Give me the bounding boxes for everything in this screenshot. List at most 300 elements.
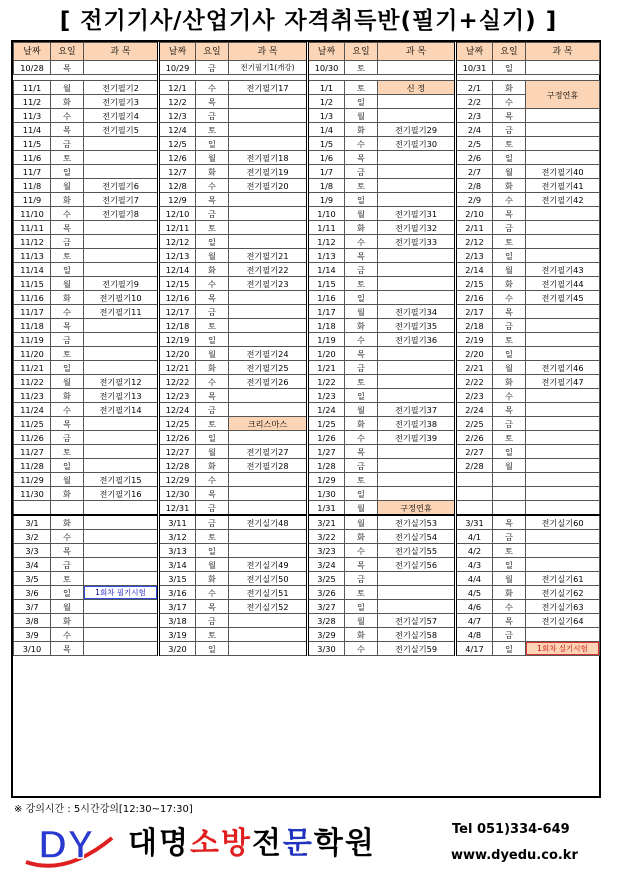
day-cell: 토 bbox=[345, 586, 378, 600]
subject-cell bbox=[378, 61, 456, 75]
subject-cell: 전기필기18 bbox=[229, 151, 308, 165]
date-cell: 1/3 bbox=[308, 109, 345, 123]
phone-number: Tel 051)334-649 bbox=[452, 822, 570, 837]
day-cell: 토 bbox=[345, 81, 378, 95]
schedule-row bbox=[14, 347, 600, 361]
subject-cell bbox=[229, 221, 308, 235]
subject-cell: 전기실기50 bbox=[229, 572, 308, 586]
date-cell: 2/8 bbox=[456, 179, 493, 193]
subject-cell bbox=[229, 207, 308, 221]
day-cell: 금 bbox=[51, 431, 84, 445]
subject-cell bbox=[229, 403, 308, 417]
date-cell: 1/11 bbox=[308, 221, 345, 235]
lecture-time-note: ※ 강의시간 : 5시간강의[12:30~17:30] bbox=[14, 804, 193, 815]
schedule-row bbox=[14, 165, 600, 179]
date-cell bbox=[456, 473, 493, 487]
date-cell: 4/6 bbox=[456, 600, 493, 614]
subject-cell: 전기실기64 bbox=[526, 614, 600, 628]
header-day: 요일 bbox=[196, 43, 229, 61]
subject-cell bbox=[526, 445, 600, 459]
subject-cell: 전기필기45 bbox=[526, 291, 600, 305]
academy-name-part1: 대명 bbox=[128, 826, 190, 861]
subject-cell bbox=[84, 361, 159, 375]
header-subject: 과 목 bbox=[526, 43, 600, 61]
subject-cell: 전기필기13 bbox=[84, 389, 159, 403]
subject-cell bbox=[84, 544, 159, 558]
date-cell: 12/20 bbox=[159, 347, 196, 361]
date-cell: 2/4 bbox=[456, 123, 493, 137]
day-cell: 수 bbox=[51, 109, 84, 123]
date-cell: 3/8 bbox=[14, 614, 51, 628]
date-cell: 11/16 bbox=[14, 291, 51, 305]
day-cell: 화 bbox=[493, 586, 526, 600]
date-cell: 1/5 bbox=[308, 137, 345, 151]
schedule-row bbox=[14, 375, 600, 389]
day-cell: 일 bbox=[493, 61, 526, 75]
subject-cell: 전기필기43 bbox=[526, 263, 600, 277]
subject-cell: 전기필기44 bbox=[526, 277, 600, 291]
subject-cell: 전기필기31 bbox=[378, 207, 456, 221]
day-cell: 화 bbox=[345, 221, 378, 235]
subject-cell: 전기필기24 bbox=[229, 347, 308, 361]
schedule-row bbox=[14, 61, 600, 75]
schedule-row bbox=[14, 207, 600, 221]
subject-cell bbox=[229, 628, 308, 642]
subject-cell: 전기필기16 bbox=[84, 487, 159, 501]
day-cell: 월 bbox=[493, 165, 526, 179]
header-row bbox=[14, 43, 600, 61]
day-cell: 화 bbox=[345, 417, 378, 431]
academy-name-part2: 소방 bbox=[189, 826, 252, 861]
subject-cell: 전기필기29 bbox=[378, 123, 456, 137]
subject-cell bbox=[84, 151, 159, 165]
subject-cell bbox=[378, 600, 456, 614]
date-cell: 11/11 bbox=[14, 221, 51, 235]
day-cell: 화 bbox=[51, 389, 84, 403]
subject-cell: 전기실기51 bbox=[229, 586, 308, 600]
date-cell: 11/3 bbox=[14, 109, 51, 123]
date-cell: 12/28 bbox=[159, 459, 196, 473]
day-cell: 수 bbox=[196, 277, 229, 291]
schedule-row bbox=[14, 235, 600, 249]
subject-cell bbox=[526, 459, 600, 473]
date-cell: 10/29 bbox=[159, 61, 196, 75]
subject-cell: 전기필기26 bbox=[229, 375, 308, 389]
day-cell: 수 bbox=[345, 544, 378, 558]
subject-cell: 전기필기40 bbox=[526, 165, 600, 179]
day-cell: 수 bbox=[51, 403, 84, 417]
subject-cell bbox=[229, 319, 308, 333]
date-cell: 4/4 bbox=[456, 572, 493, 586]
schedule-row bbox=[14, 249, 600, 263]
date-cell: 2/2 bbox=[456, 95, 493, 109]
day-cell: 일 bbox=[196, 642, 229, 656]
academy-logo bbox=[16, 818, 120, 872]
day-cell: 금 bbox=[493, 628, 526, 642]
schedule-row bbox=[14, 123, 600, 137]
day-cell: 토 bbox=[196, 628, 229, 642]
subject-cell bbox=[526, 137, 600, 151]
date-cell: 4/2 bbox=[456, 544, 493, 558]
date-cell: 2/25 bbox=[456, 417, 493, 431]
day-cell: 수 bbox=[345, 333, 378, 347]
day-cell: 일 bbox=[51, 586, 84, 600]
date-cell: 2/27 bbox=[456, 445, 493, 459]
subject-cell: 전기실기49 bbox=[229, 558, 308, 572]
day-cell: 수 bbox=[493, 95, 526, 109]
day-cell: 금 bbox=[345, 165, 378, 179]
date-cell: 3/23 bbox=[308, 544, 345, 558]
date-cell: 2/15 bbox=[456, 277, 493, 291]
day-cell: 월 bbox=[493, 361, 526, 375]
day-cell: 월 bbox=[196, 558, 229, 572]
date-cell: 11/28 bbox=[14, 459, 51, 473]
schedule-row bbox=[14, 530, 600, 544]
date-cell: 3/5 bbox=[14, 572, 51, 586]
day-cell: 토 bbox=[51, 572, 84, 586]
date-cell: 3/28 bbox=[308, 614, 345, 628]
day-cell: 금 bbox=[196, 614, 229, 628]
date-cell: 2/11 bbox=[456, 221, 493, 235]
date-cell: 11/26 bbox=[14, 431, 51, 445]
subject-cell: 전기필기28 bbox=[229, 459, 308, 473]
day-cell: 일 bbox=[493, 347, 526, 361]
date-cell: 2/17 bbox=[456, 305, 493, 319]
date-cell: 3/29 bbox=[308, 628, 345, 642]
date-cell: 12/29 bbox=[159, 473, 196, 487]
date-cell: 4/1 bbox=[456, 530, 493, 544]
subject-cell bbox=[378, 95, 456, 109]
website-url: www.dyedu.co.kr bbox=[451, 848, 578, 863]
subject-cell bbox=[229, 235, 308, 249]
date-cell: 10/30 bbox=[308, 61, 345, 75]
schedule-row bbox=[14, 109, 600, 123]
day-cell: 토 bbox=[196, 530, 229, 544]
date-cell: 3/31 bbox=[456, 515, 493, 530]
date-cell: 1/18 bbox=[308, 319, 345, 333]
day-cell: 금 bbox=[345, 572, 378, 586]
day-cell: 토 bbox=[196, 221, 229, 235]
schedule-row bbox=[14, 81, 600, 95]
subject-cell: 전기필기22 bbox=[229, 263, 308, 277]
date-cell: 2/13 bbox=[456, 249, 493, 263]
day-cell: 목 bbox=[51, 123, 84, 137]
date-cell: 12/16 bbox=[159, 291, 196, 305]
day-cell: 목 bbox=[345, 249, 378, 263]
date-cell: 1/25 bbox=[308, 417, 345, 431]
day-cell: 목 bbox=[51, 642, 84, 656]
date-cell: 2/18 bbox=[456, 319, 493, 333]
date-cell: 2/14 bbox=[456, 263, 493, 277]
date-cell: 1/13 bbox=[308, 249, 345, 263]
schedule-row bbox=[14, 445, 600, 459]
day-cell: 일 bbox=[493, 558, 526, 572]
subject-cell bbox=[526, 628, 600, 642]
subject-cell: 전기필기30 bbox=[378, 137, 456, 151]
subject-cell bbox=[526, 151, 600, 165]
day-cell: 수 bbox=[196, 375, 229, 389]
day-cell: 화 bbox=[196, 572, 229, 586]
subject-cell: 전기필기15 bbox=[84, 473, 159, 487]
day-cell: 토 bbox=[493, 235, 526, 249]
day-cell: 월 bbox=[345, 501, 378, 516]
subject-cell bbox=[378, 277, 456, 291]
day-cell: 월 bbox=[493, 263, 526, 277]
day-cell: 월 bbox=[51, 375, 84, 389]
day-cell: 금 bbox=[493, 417, 526, 431]
subject-cell: 전기필기6 bbox=[84, 179, 159, 193]
schedule-row bbox=[14, 291, 600, 305]
day-cell: 목 bbox=[51, 61, 84, 75]
day-cell: 화 bbox=[493, 179, 526, 193]
subject-cell bbox=[84, 558, 159, 572]
date-cell: 12/19 bbox=[159, 333, 196, 347]
day-cell: 일 bbox=[493, 249, 526, 263]
schedule-row bbox=[14, 193, 600, 207]
date-cell: 12/6 bbox=[159, 151, 196, 165]
date-cell: 3/30 bbox=[308, 642, 345, 656]
subject-cell bbox=[229, 530, 308, 544]
date-cell: 12/24 bbox=[159, 403, 196, 417]
subject-cell bbox=[526, 333, 600, 347]
subject-cell bbox=[229, 389, 308, 403]
subject-cell: 크리스마스 bbox=[229, 417, 308, 431]
schedule-row bbox=[14, 403, 600, 417]
day-cell: 화 bbox=[51, 95, 84, 109]
subject-cell: 전기필기42 bbox=[526, 193, 600, 207]
date-cell: 12/27 bbox=[159, 445, 196, 459]
day-cell: 금 bbox=[196, 515, 229, 530]
day-cell: 월 bbox=[345, 109, 378, 123]
day-cell: 일 bbox=[345, 291, 378, 305]
schedule-row bbox=[14, 179, 600, 193]
subject-cell bbox=[84, 501, 159, 516]
date-cell: 1/22 bbox=[308, 375, 345, 389]
date-cell: 11/19 bbox=[14, 333, 51, 347]
date-cell bbox=[14, 501, 51, 516]
date-cell: 11/27 bbox=[14, 445, 51, 459]
day-cell: 일 bbox=[196, 544, 229, 558]
subject-cell: 전기실기54 bbox=[378, 530, 456, 544]
subject-cell: 전기실기52 bbox=[229, 600, 308, 614]
day-cell: 월 bbox=[196, 347, 229, 361]
subject-cell bbox=[229, 487, 308, 501]
day-cell: 화 bbox=[51, 614, 84, 628]
day-cell: 일 bbox=[345, 389, 378, 403]
date-cell: 1/10 bbox=[308, 207, 345, 221]
schedule-row bbox=[14, 389, 600, 403]
schedule-row bbox=[14, 473, 600, 487]
date-cell: 2/28 bbox=[456, 459, 493, 473]
date-cell: 2/12 bbox=[456, 235, 493, 249]
day-cell: 목 bbox=[493, 207, 526, 221]
day-cell: 목 bbox=[196, 95, 229, 109]
schedule-row bbox=[14, 431, 600, 445]
date-cell: 12/8 bbox=[159, 179, 196, 193]
day-cell: 화 bbox=[493, 375, 526, 389]
date-cell: 1/6 bbox=[308, 151, 345, 165]
subject-cell: 전기필기20 bbox=[229, 179, 308, 193]
day-cell: 화 bbox=[196, 459, 229, 473]
day-cell: 목 bbox=[51, 319, 84, 333]
schedule-row bbox=[14, 95, 600, 109]
day-cell: 목 bbox=[51, 221, 84, 235]
subject-cell: 전기필기41 bbox=[526, 179, 600, 193]
schedule-row bbox=[14, 487, 600, 501]
day-cell: 수 bbox=[196, 81, 229, 95]
day-cell: 금 bbox=[51, 558, 84, 572]
subject-cell bbox=[378, 109, 456, 123]
day-cell: 일 bbox=[196, 235, 229, 249]
subject-cell bbox=[84, 614, 159, 628]
subject-cell: 전기실기55 bbox=[378, 544, 456, 558]
schedule-row bbox=[14, 586, 600, 600]
day-cell: 목 bbox=[493, 515, 526, 530]
date-cell: 12/10 bbox=[159, 207, 196, 221]
date-cell: 12/26 bbox=[159, 431, 196, 445]
schedule-row bbox=[14, 614, 600, 628]
subject-cell bbox=[84, 445, 159, 459]
date-cell: 1/2 bbox=[308, 95, 345, 109]
day-cell bbox=[493, 501, 526, 516]
date-cell: 2/20 bbox=[456, 347, 493, 361]
day-cell: 토 bbox=[51, 445, 84, 459]
subject-cell bbox=[229, 544, 308, 558]
subject-cell: 구정연휴 bbox=[526, 81, 600, 109]
subject-cell bbox=[526, 431, 600, 445]
day-cell: 일 bbox=[345, 600, 378, 614]
date-cell: 1/17 bbox=[308, 305, 345, 319]
subject-cell bbox=[378, 151, 456, 165]
date-cell: 1/7 bbox=[308, 165, 345, 179]
date-cell: 12/21 bbox=[159, 361, 196, 375]
date-cell: 3/7 bbox=[14, 600, 51, 614]
day-cell: 수 bbox=[196, 586, 229, 600]
date-cell: 4/5 bbox=[456, 586, 493, 600]
subject-cell bbox=[378, 473, 456, 487]
day-cell: 일 bbox=[345, 487, 378, 501]
subject-cell bbox=[378, 459, 456, 473]
date-cell bbox=[456, 501, 493, 516]
date-cell: 2/1 bbox=[456, 81, 493, 95]
subject-cell bbox=[84, 235, 159, 249]
subject-cell bbox=[84, 628, 159, 642]
subject-cell bbox=[526, 487, 600, 501]
day-cell: 수 bbox=[51, 207, 84, 221]
subject-cell bbox=[378, 347, 456, 361]
day-cell: 월 bbox=[196, 249, 229, 263]
date-cell: 1/21 bbox=[308, 361, 345, 375]
date-cell: 3/27 bbox=[308, 600, 345, 614]
day-cell: 수 bbox=[196, 473, 229, 487]
header-day: 요일 bbox=[51, 43, 84, 61]
day-cell: 수 bbox=[345, 235, 378, 249]
date-cell: 12/14 bbox=[159, 263, 196, 277]
day-cell: 금 bbox=[493, 221, 526, 235]
date-cell bbox=[456, 487, 493, 501]
subject-cell bbox=[378, 445, 456, 459]
subject-cell: 전기필기38 bbox=[378, 417, 456, 431]
subject-cell bbox=[84, 263, 159, 277]
subject-cell: 전기필기47 bbox=[526, 375, 600, 389]
day-cell: 일 bbox=[51, 361, 84, 375]
subject-cell: 전기필기8 bbox=[84, 207, 159, 221]
day-cell: 일 bbox=[196, 431, 229, 445]
date-cell: 11/15 bbox=[14, 277, 51, 291]
subject-cell bbox=[84, 347, 159, 361]
subject-cell bbox=[229, 123, 308, 137]
date-cell: 10/31 bbox=[456, 61, 493, 75]
date-cell: 3/20 bbox=[159, 642, 196, 656]
header-date: 날짜 bbox=[14, 43, 51, 61]
date-cell: 2/19 bbox=[456, 333, 493, 347]
subject-cell: 전기필기37 bbox=[378, 403, 456, 417]
date-cell: 2/3 bbox=[456, 109, 493, 123]
date-cell: 12/2 bbox=[159, 95, 196, 109]
subject-cell: 신 정 bbox=[378, 81, 456, 95]
date-cell: 1/29 bbox=[308, 473, 345, 487]
day-cell: 월 bbox=[345, 614, 378, 628]
day-cell: 목 bbox=[196, 291, 229, 305]
day-cell: 목 bbox=[493, 109, 526, 123]
date-cell: 11/14 bbox=[14, 263, 51, 277]
subject-cell: 전기필기19 bbox=[229, 165, 308, 179]
day-cell: 토 bbox=[196, 123, 229, 137]
day-cell: 화 bbox=[493, 277, 526, 291]
date-cell: 11/6 bbox=[14, 151, 51, 165]
day-cell: 수 bbox=[493, 600, 526, 614]
day-cell: 목 bbox=[493, 403, 526, 417]
day-cell: 월 bbox=[345, 305, 378, 319]
day-cell: 목 bbox=[51, 417, 84, 431]
schedule-row bbox=[14, 515, 600, 530]
subject-cell: 전기필기36 bbox=[378, 333, 456, 347]
subject-cell bbox=[526, 305, 600, 319]
schedule-row bbox=[14, 305, 600, 319]
date-cell: 3/24 bbox=[308, 558, 345, 572]
day-cell: 목 bbox=[493, 305, 526, 319]
subject-cell: 전기필기32 bbox=[378, 221, 456, 235]
date-cell: 12/18 bbox=[159, 319, 196, 333]
day-cell: 토 bbox=[493, 544, 526, 558]
date-cell: 1/31 bbox=[308, 501, 345, 516]
day-cell: 금 bbox=[51, 333, 84, 347]
date-cell: 1/23 bbox=[308, 389, 345, 403]
date-cell: 3/21 bbox=[308, 515, 345, 530]
day-cell: 목 bbox=[345, 347, 378, 361]
date-cell: 11/20 bbox=[14, 347, 51, 361]
subject-cell bbox=[526, 501, 600, 516]
day-cell: 토 bbox=[51, 249, 84, 263]
day-cell: 목 bbox=[196, 487, 229, 501]
date-cell: 2/26 bbox=[456, 431, 493, 445]
date-cell: 3/9 bbox=[14, 628, 51, 642]
schedule-row bbox=[14, 600, 600, 614]
date-cell: 1/19 bbox=[308, 333, 345, 347]
academy-name-part5: 학원 bbox=[313, 826, 376, 861]
academy-name-part3: 전 bbox=[251, 826, 283, 861]
subject-cell bbox=[526, 417, 600, 431]
date-cell: 2/9 bbox=[456, 193, 493, 207]
day-cell: 일 bbox=[345, 95, 378, 109]
day-cell: 목 bbox=[345, 151, 378, 165]
subject-cell: 전기필기9 bbox=[84, 277, 159, 291]
date-cell: 3/17 bbox=[159, 600, 196, 614]
subject-cell bbox=[378, 487, 456, 501]
day-cell: 일 bbox=[196, 137, 229, 151]
subject-cell: 전기실기58 bbox=[378, 628, 456, 642]
date-cell: 12/15 bbox=[159, 277, 196, 291]
